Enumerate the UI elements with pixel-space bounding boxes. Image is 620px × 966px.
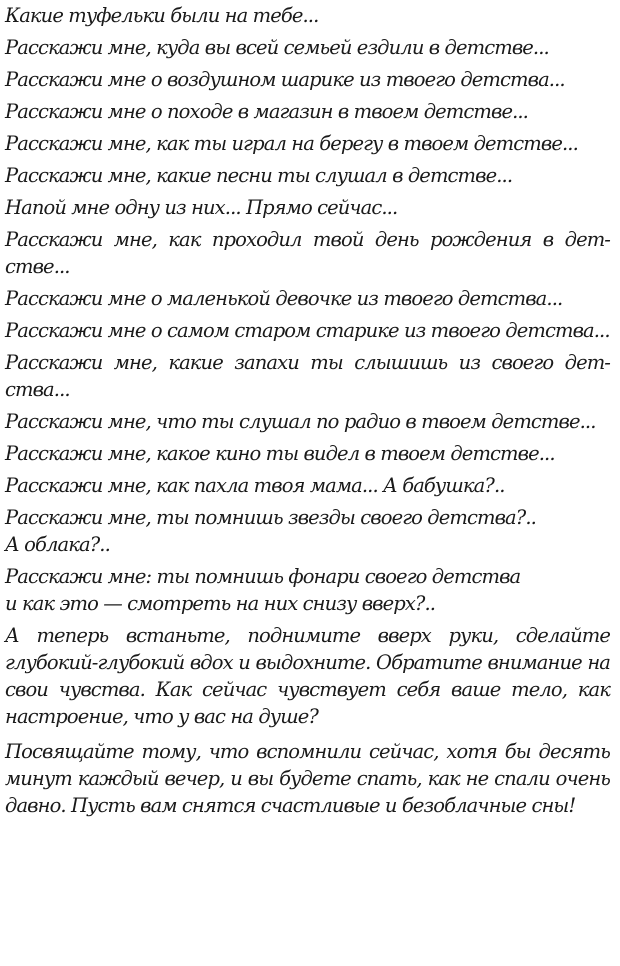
paragraph-5: Расскажи мне, как ты играл на берегу в твоем детстве... [5,132,578,155]
paragraph-9: Расскажи мне о маленькой девочке из твоего детства... [5,287,563,310]
paragraph-2: Расскажи мне, куда вы всей семьей ездили в детстве... [5,36,549,59]
paragraph-17: А теперь встаньте, поднимите вверх руки, сделайте глубокий-глубокий вдох и выдохните. Обратите внимание на свои чувства. Как сейчас чувствует себя ваше тело, как настроение, что у вас на душе? [5,624,610,728]
paragraph-15: Расскажи мне, ты помнишь звезды своего детства?.. А облака?.. [5,506,536,556]
paragraph-4: Расскажи мне о походе в магазин в твоем детстве... [5,100,528,123]
paragraph-14: Расскажи мне, как пахла твоя мама... А бабушка?.. [5,474,505,497]
paragraph-12: Расскажи мне, что ты слушал по радио в твоем детстве... [5,410,596,433]
paragraph-13: Расскажи мне, какое кино ты видел в твоем детстве... [5,442,555,465]
paragraph-3: Расскажи мне о воздушном шарике из твоего детства... [5,68,565,91]
paragraph-16: Расскажи мне: ты помнишь фонари своего детства и как это — смотреть на них снизу вверх?.. [5,565,521,615]
paragraph-11: Расскажи мне, какие запахи ты слышишь из своего дет-ства... [5,351,610,401]
paragraph-1: Какие туфельки были на тебе... [5,4,319,27]
paragraph-6: Расскажи мне, какие песни ты слушал в детстве... [5,164,513,187]
paragraph-10: Расскажи мне о самом старом старике из твоего детства... [5,319,610,342]
paragraph-18: Посвящайте тому, что вспомнили сейчас, хотя бы десять минут каждый вечер, и вы будете спать, как не спали очень давно. Пусть вам снятся счастливые и безоблачные сны! [5,740,610,817]
paragraph-7: Напой мне одну из них... Прямо сейчас... [5,196,398,219]
paragraph-8: Расскажи мне, как проходил твой день рождения в дет-стве... [5,228,610,278]
